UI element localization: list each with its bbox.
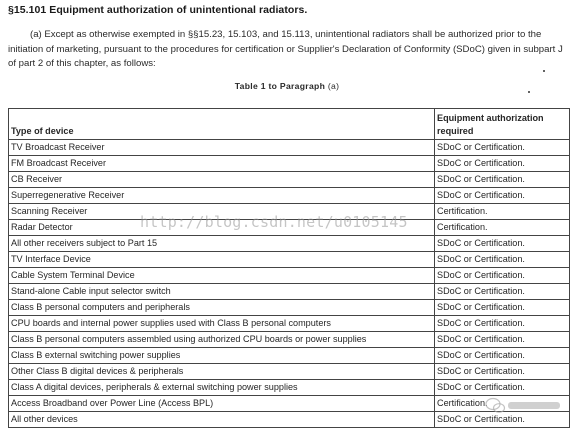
table-header-row <box>9 109 570 140</box>
authorization-cell: SDoC or Certification. <box>435 300 570 316</box>
paragraph-a: (a) Except as otherwise exempted in §§15.23, 15.103, and 15.113, unintentional radiators shall be authorized prior to the initiation of marketing, pursuant to the procedures for certification or Supplier's Declaration of Conformity (SDoC) given in subpart J of part 2 of this chapter, as follows: <box>8 29 563 69</box>
device-cell: FM Broadcast Receiver <box>9 156 435 172</box>
authorization-cell: SDoC or Certification. <box>435 268 570 284</box>
table-row <box>9 396 570 412</box>
authorization-cell: SDoC or Certification. <box>435 156 570 172</box>
device-cell: All other devices <box>9 412 435 428</box>
device-cell: Class B personal computers assembled using authorized CPU boards or power supplies <box>9 332 435 348</box>
device-cell: All other receivers subject to Part 15 <box>9 236 435 252</box>
authorization-cell: Certification. <box>435 396 570 412</box>
speck-dot <box>528 91 530 93</box>
device-cell: Class A digital devices, peripherals & external switching power supplies <box>9 380 435 396</box>
table-row <box>9 412 570 428</box>
device-cell: Access Broadband over Power Line (Access BPL) <box>9 396 435 412</box>
table-row <box>9 284 570 300</box>
blog-url-watermark: http://blog.csdn.net/u0105145 <box>140 213 408 231</box>
table-row <box>9 252 570 268</box>
authorization-cell: SDoC or Certification. <box>435 316 570 332</box>
header-auth-line1: Equipment authorization <box>437 113 544 123</box>
table-row <box>9 156 570 172</box>
authorization-cell: SDoC or Certification. <box>435 140 570 156</box>
authorization-cell: SDoC or Certification. <box>435 284 570 300</box>
authorization-cell: SDoC or Certification. <box>435 236 570 252</box>
table-row <box>9 140 570 156</box>
authorization-cell: SDoC or Certification. <box>435 348 570 364</box>
section-title: §15.101 Equipment authorization of unintentional radiators. <box>8 4 308 16</box>
device-cell: CB Receiver <box>9 172 435 188</box>
table-row <box>9 204 570 220</box>
table-row <box>9 364 570 380</box>
table-row <box>9 348 570 364</box>
table-row <box>9 220 570 236</box>
table-row <box>9 300 570 316</box>
authorization-cell: SDoC or Certification. <box>435 332 570 348</box>
header-equipment-authorization <box>435 109 570 140</box>
authorization-cell: SDoC or Certification. <box>435 188 570 204</box>
device-cell: TV Broadcast Receiver <box>9 140 435 156</box>
table-row <box>9 316 570 332</box>
header-type-of-device: Type of device <box>9 109 435 140</box>
device-cell: Other Class B digital devices & peripherals <box>9 364 435 380</box>
table-caption <box>0 81 574 91</box>
device-cell: Superregenerative Receiver <box>9 188 435 204</box>
device-cell: CPU boards and internal power supplies used with Class B personal computers <box>9 316 435 332</box>
device-cell: Scanning Receiver <box>9 204 435 220</box>
table-row <box>9 172 570 188</box>
table-row <box>9 188 570 204</box>
authorization-cell: Certification. <box>435 204 570 220</box>
table-row <box>9 268 570 284</box>
table-row <box>9 380 570 396</box>
authorization-cell: SDoC or Certification. <box>435 380 570 396</box>
speck-dot <box>543 70 545 72</box>
authorization-cell: SDoC or Certification. <box>435 252 570 268</box>
table-caption-suffix: (a) <box>327 81 340 91</box>
table-caption-label: Table 1 to Paragraph <box>234 81 326 91</box>
authorization-cell: SDoC or Certification. <box>435 172 570 188</box>
device-cell: TV Interface Device <box>9 252 435 268</box>
header-auth-line2: required <box>437 126 474 136</box>
table-row <box>9 332 570 348</box>
authorization-cell: SDoC or Certification. <box>435 412 570 428</box>
device-cell: Cable System Terminal Device <box>9 268 435 284</box>
authorization-cell: SDoC or Certification. <box>435 364 570 380</box>
device-cell: Class B personal computers and peripherals <box>9 300 435 316</box>
authorization-table <box>8 108 569 428</box>
device-cell: Radar Detector <box>9 220 435 236</box>
device-cell: Stand-alone Cable input selector switch <box>9 284 435 300</box>
table-row <box>9 236 570 252</box>
device-cell: Class B external switching power supplies <box>9 348 435 364</box>
authorization-cell: Certification. <box>435 220 570 236</box>
